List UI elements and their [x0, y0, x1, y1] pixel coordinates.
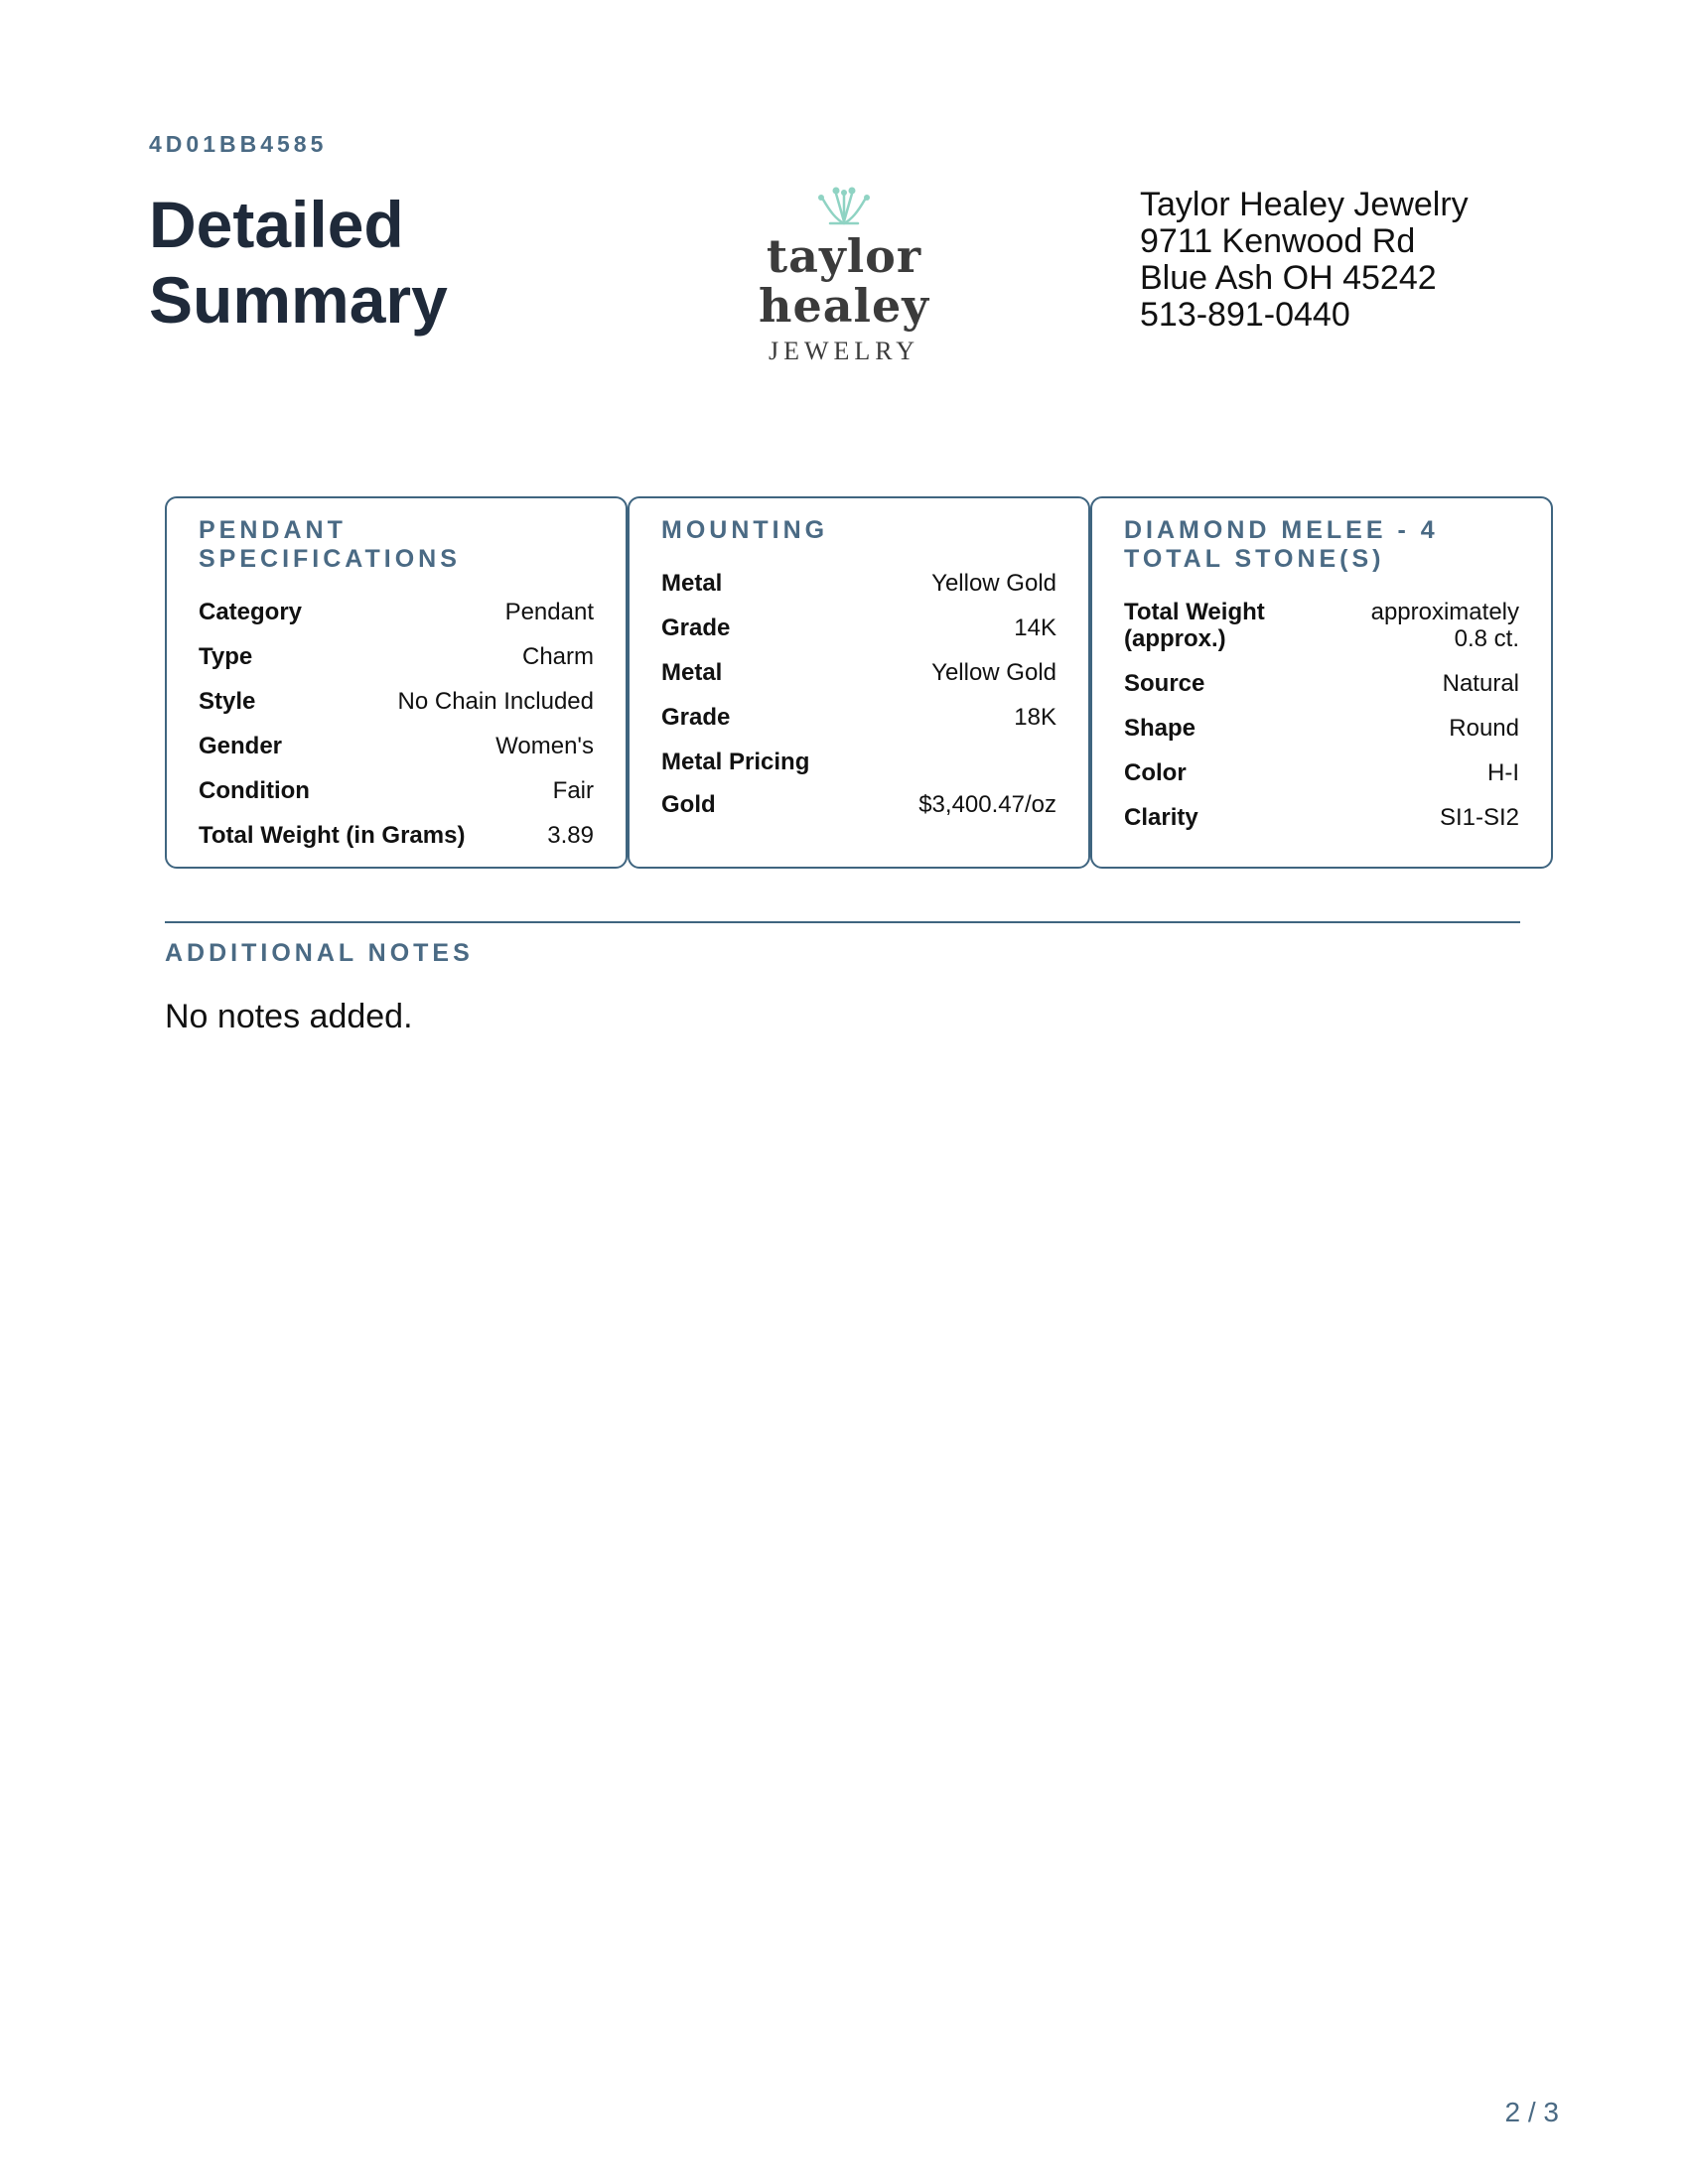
spec-label: Condition [199, 777, 310, 804]
notes-divider [165, 921, 1520, 923]
spec-value: Pendant [504, 599, 594, 625]
spec-row [1124, 670, 1519, 697]
spec-value: 14K [1014, 614, 1056, 641]
spec-label: Style [199, 688, 256, 715]
spec-row [199, 733, 594, 759]
spec-row [199, 599, 594, 625]
spec-value: Charm [521, 643, 594, 670]
spec-label: Grade [661, 614, 731, 641]
spec-value: Natural [1442, 670, 1519, 697]
spec-row [1124, 599, 1519, 652]
spec-label: Shape [1124, 715, 1196, 742]
spec-label: Metal [661, 659, 723, 686]
metal-pricing-heading [661, 749, 1056, 775]
weight-value-line-2: 0.8 ct. [1454, 625, 1519, 652]
spec-label: Total Weight (approx.) [1124, 599, 1265, 652]
spec-row [199, 777, 594, 804]
brand-name: taylor healey [759, 229, 929, 333]
card-title: MOUNTING [661, 516, 829, 544]
spec-value: Fair [552, 777, 594, 804]
spec-label: Grade [661, 704, 731, 731]
spec-row [661, 614, 1056, 641]
store-name: Taylor Healey Jewelry [1140, 186, 1469, 223]
spec-row [1124, 804, 1519, 831]
store-address [1140, 187, 1469, 334]
page-number: 2 / 3 [1504, 2097, 1559, 2127]
spec-label: Source [1124, 670, 1205, 697]
spec-value: Women's [495, 733, 594, 759]
store-phone: 513-891-0440 [1140, 296, 1350, 334]
spec-row [661, 704, 1056, 731]
spec-row [199, 688, 594, 715]
spec-row [661, 570, 1056, 597]
spec-label: Clarity [1124, 804, 1198, 831]
spec-label: Gender [199, 733, 283, 759]
card-title: PENDANT SPECIFICATIONS [199, 516, 461, 573]
spec-value: H-I [1487, 759, 1519, 786]
notes-heading: ADDITIONAL NOTES [165, 939, 474, 967]
spec-label: Metal [661, 570, 723, 597]
spec-row [199, 643, 594, 670]
spec-row [661, 659, 1056, 686]
crown-icon [814, 184, 874, 231]
page-title-line-2: Summary [149, 263, 448, 337]
spec-label: Category [199, 599, 303, 625]
brand-subtitle: JEWELRY [769, 337, 919, 365]
spec-label: Color [1124, 759, 1187, 786]
pendant-specifications-card [165, 496, 628, 869]
store-city: Blue Ash OH 45242 [1140, 259, 1437, 297]
spec-row [1124, 715, 1519, 742]
spec-value: Yellow Gold [931, 659, 1056, 686]
diamond-melee-card [1090, 496, 1553, 869]
spec-value: No Chain Included [397, 688, 594, 715]
spec-label: Total Weight (in Grams) [199, 822, 466, 849]
notes-text: No notes added. [165, 998, 413, 1035]
spec-value: SI1-SI2 [1439, 804, 1519, 831]
spec-row [661, 791, 1056, 818]
spec-label: Metal Pricing [661, 749, 810, 775]
store-street: 9711 Kenwood Rd [1140, 222, 1416, 260]
spec-value: Round [1449, 715, 1519, 742]
document-id: 4D01BB4585 [149, 131, 328, 157]
page-title-line-1: Detailed [149, 188, 404, 261]
spec-value [1371, 599, 1519, 652]
spec-row [1124, 759, 1519, 786]
spec-row [199, 822, 594, 849]
spec-value: 3.89 [547, 822, 594, 849]
page-title [149, 187, 448, 338]
brand-logo [685, 184, 1003, 366]
spec-value: 18K [1014, 704, 1056, 731]
weight-value-line-1: approximately [1370, 599, 1519, 625]
mounting-card [628, 496, 1090, 869]
spec-value: $3,400.47/oz [918, 791, 1056, 818]
spec-value: Yellow Gold [931, 570, 1056, 597]
card-title: DIAMOND MELEE - 4 TOTAL STONE(S) [1124, 516, 1439, 573]
spec-label: Type [199, 643, 253, 670]
spec-label: Gold [661, 791, 716, 818]
